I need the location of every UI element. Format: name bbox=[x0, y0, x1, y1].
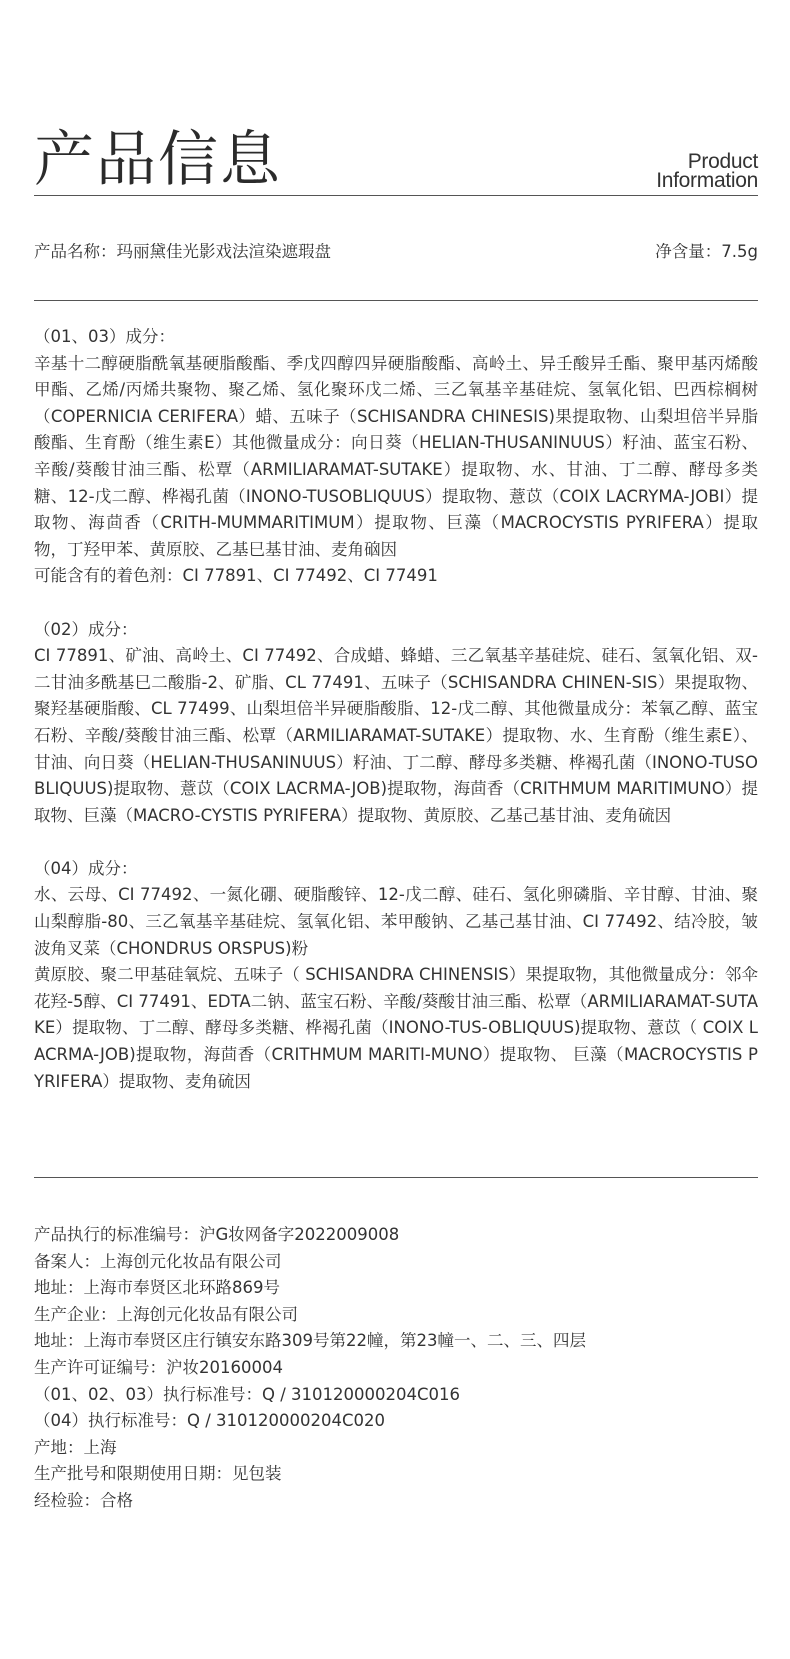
section-divider-top bbox=[34, 300, 758, 301]
ingredient-text: 水、云母、CI 77492、一氮化硼、硬脂酸锌、12-戊二醇、硅石、氢化卵磷脂、辛甘醇、甘油、聚山梨醇脂-80、三乙氧基辛基硅烷、氢氧化铝、苯甲酸钠、乙基己基甘油、CI 77492、结冷胶，皱波角叉菜（CHONDRUS ORSPUS)粉 bbox=[34, 885, 758, 958]
ingredient-heading: （02）成分： bbox=[34, 619, 138, 639]
info-line: 产地：上海 bbox=[34, 1437, 117, 1457]
ingredient-group bbox=[34, 617, 758, 830]
ingredient-text: CI 77891、矿油、高岭土、CI 77492、合成蜡、蜂蜡、三乙氧基辛基硅烷、硅石、氢氧化铝、双-二甘油多酰基巳二酸脂-2、矿脂、CL 77491、五味子（SCHISANDRA CHINEN-SIS）果提取物、聚羟基硬脂酸、CL 77499、山梨坦倍半异硬脂酸脂、12-戊二醇、其他微量成分：苯氧乙醇、蓝宝石粉、辛酸/葵酸甘油三酯、松覃（ARMILIARAMAT-SUTAKE）提取物、水、生育酚（维生素E）、甘油、向日葵（HELIAN-THUSANINUUS）籽油、丁二醇、酵母多类糖、桦褐孔菌（INONO-TUSOBLIQUUS)提取物、薏苡（COIX LACRMA-JOB)提取物，海茴香（CRITHMUM MARITIMUNO）提取物、巨藻（MACRO-CYSTIS PYRIFERA）提取物、黄原胶、乙基己基甘油、麦角硫因 bbox=[34, 646, 758, 825]
ingredients-section bbox=[34, 324, 758, 1122]
info-line: 地址：上海市奉贤区庄行镇安东路309号第22幢，第23幢一、二、三、四层 bbox=[34, 1331, 586, 1351]
ingredient-heading: （01、03）成分： bbox=[34, 327, 175, 346]
page-title: 产品信息 bbox=[34, 125, 282, 195]
page-header bbox=[34, 0, 758, 196]
ingredient-extra: 可能含有的着色剂：CI 77891、CI 77492、CI 77491 bbox=[34, 566, 438, 586]
ingredient-text: 辛基十二醇硬脂酰氧基硬脂酸酯、季戊四醇四异硬脂酸酯、高岭土、异壬酸异壬酯、聚甲基丙烯酸甲酯、乙烯/丙烯共聚物、聚乙烯、氢化聚环戊二烯、三乙氧基辛基硅烷、氢氧化铝、巴西棕榈树（COPERNICIA CERIFERA）蜡、五味子（SCHISANDRA CHINESIS)果提取物、山梨坦倍半异脂酸酯、生育酚（维生素E）其他微量成分：向日葵（HELIAN-THUSANINUUS）籽油、蓝宝石粉、辛酸/葵酸甘油三酯、松覃（ARMILIARAMAT-SUTAKE）提取物、水、甘油、丁二醇、酵母多类糖、12-戊二醇、桦褐孔菌（INONO-TUSOBLIQUUS）提取物、薏苡（COIX LACRYMA-JOBI）提取物、海茴香（CRITH-MUMMARITIMUM）提取物、巨藻（MACROCYSTIS PYRIFERA）提取物，丁羟甲苯、黄原胶、乙基巳基甘油、麦角硇因 bbox=[34, 353, 758, 559]
ingredient-heading: （04）成分： bbox=[34, 858, 138, 878]
ingredient-extra: 黄原胶、聚二甲基硅氧烷、五味子（ SCHISANDRA CHINENSIS）果提取物，其他微量成分：邻伞花羟-5醇、CI 77491、EDTA二钠、蓝宝石粉、辛酸/葵酸甘油三酯、松覃（ARMILIARAMAT-SUTAKE）提取物、丁二醇、酵母多类糖、桦褐孔菌（INONO-TUS-OBLIQUUS)提取物、薏苡（ COIX LACRMA-JOB)提取物，海茴香（CRITHMUM MARITI-MUNO）提取物、 巨藻（MACROCYSTIS PYRIFERA）提取物、麦角硫因 bbox=[34, 965, 758, 1091]
ingredient-group bbox=[34, 856, 758, 1095]
page-title-english bbox=[656, 152, 758, 190]
info-line: 地址：上海市奉贤区北环路869号 bbox=[34, 1278, 280, 1298]
info-line: （04）执行标准号：Q / 310120000204C020 bbox=[34, 1411, 386, 1431]
info-line: 生产许可证编号：沪妆20160004 bbox=[34, 1357, 283, 1377]
info-line: 生产批号和限期使用日期：见包装 bbox=[34, 1464, 282, 1484]
info-line: 经检验：合格 bbox=[34, 1490, 133, 1510]
title-en-line1: Product bbox=[687, 150, 758, 173]
info-line: （01、02、03）执行标准号：Q / 310120000204C016 bbox=[34, 1384, 461, 1404]
info-line: 生产企业：上海创元化妆品有限公司 bbox=[34, 1304, 298, 1324]
title-en-line2: Information bbox=[656, 169, 758, 192]
net-content: 净含量：7.5g bbox=[655, 242, 758, 261]
section-divider-bottom bbox=[34, 1177, 758, 1178]
info-line: 备案人：上海创元化妆品有限公司 bbox=[34, 1251, 282, 1271]
info-line: 产品执行的标准编号：沪G妆网备字2022009008 bbox=[34, 1225, 400, 1244]
title-divider bbox=[34, 195, 758, 196]
product-info-page bbox=[34, 0, 758, 1510]
product-name: 产品名称：玛丽黛佳光影戏法渲染遮瑕盘 bbox=[34, 242, 331, 261]
product-registration-info bbox=[34, 1222, 758, 1515]
ingredient-group bbox=[34, 324, 758, 590]
